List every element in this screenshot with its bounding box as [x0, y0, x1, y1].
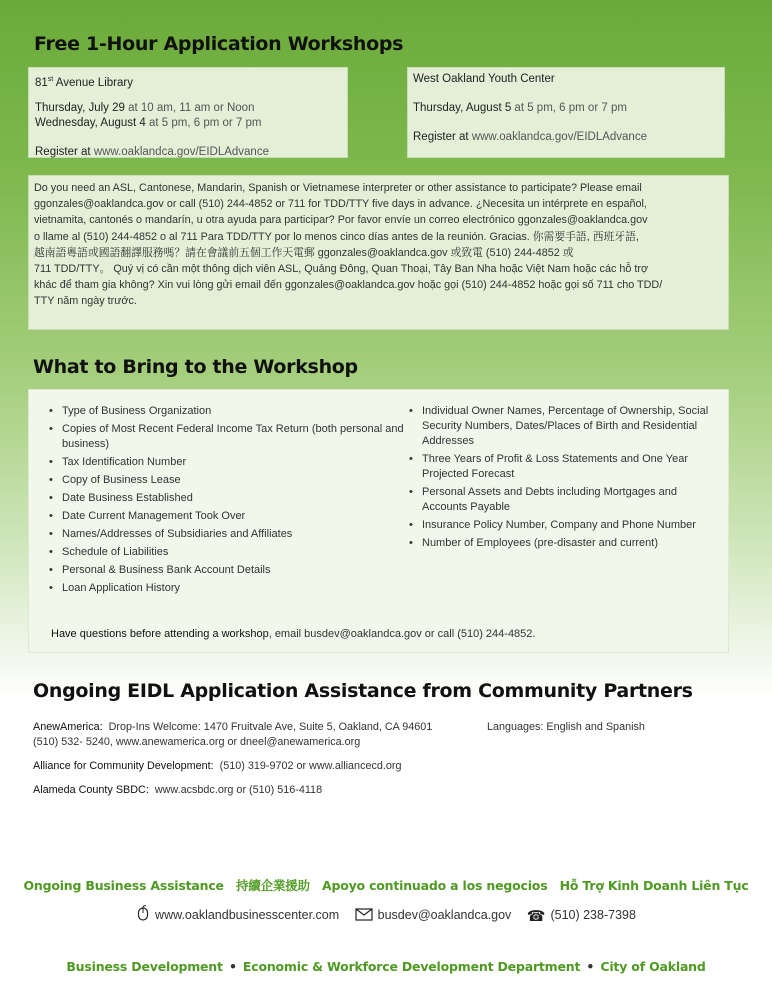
bring-list-item: [49, 404, 409, 419]
bullet-icon: •: [49, 510, 53, 522]
bring-item-text: Schedule of Liabilities: [62, 546, 169, 558]
bring-list-item: [49, 509, 409, 524]
partners-heading: Ongoing EIDL Application Assistance from Community Partners: [33, 680, 693, 702]
bullet-icon: •: [49, 456, 53, 468]
email-link[interactable]: busdev@oaklandca.gov: [377, 908, 512, 922]
session-line-1: [413, 101, 719, 116]
bring-item-text: Personal Assets and Debts including Mortgages and Accounts Payable: [422, 486, 677, 513]
bring-item-text: Names/Addresses of Subsidiaries and Affiliates: [62, 528, 293, 540]
tagline-english: Ongoing Business Assistance: [23, 878, 224, 893]
interpreter-line: vietnamita, cantonés o mandarín, u otra ayuda para participar? Por favor envíe un correo electrónico ggonzales@oaklandca.gov: [34, 214, 648, 227]
interpreter-line: TTY năm ngày trước.: [34, 295, 137, 308]
interpreter-line: 711 TDD/TTY。 Quý vị có cần một thông dịch viên ASL, Quảng Đông, Quan Thoại, Tây Ban Nha hoặc Việt Nam hoặc các hỗ trợ: [34, 263, 649, 276]
questions-lead: Have questions before attending a workshop: [51, 628, 269, 640]
bring-item-text: Date Current Management Took Over: [62, 510, 246, 522]
bring-item-text: Number of Employees (pre-disaster and current): [422, 537, 658, 549]
questions-note: [51, 628, 535, 640]
interpreter-line: ggonzales@oaklandca.gov or call (510) 244-4852 or 711 for TDD/TTY five days in advance. ¿Necesita un intérprete en español,: [34, 198, 647, 211]
separator-dot: •: [228, 959, 237, 974]
bring-list-item: [49, 455, 409, 470]
session-day: Thursday, August 5: [413, 102, 512, 114]
register-line: [35, 145, 341, 160]
bring-list-item: [49, 527, 409, 542]
partner-languages: Languages: English and Spanish: [487, 721, 645, 733]
dept-city-of-oakland: City of Oakland: [600, 959, 706, 974]
partner-name: Alliance for Community Development:: [33, 760, 214, 772]
what-to-bring-box: [28, 389, 729, 653]
bring-list-item: [409, 404, 709, 449]
workshop-box-west-oakland: [407, 67, 725, 158]
partners-list: [33, 720, 733, 807]
what-to-bring-heading: What to Bring to the Workshop: [33, 356, 358, 378]
bring-item-text: Copy of Business Lease: [62, 474, 181, 486]
bring-item-text: Type of Business Organization: [62, 405, 212, 417]
phone-number[interactable]: (510) 238-7398: [550, 908, 636, 922]
partner-name: Alameda County SBDC:: [33, 784, 149, 796]
bring-item-text: Copies of Most Recent Federal Income Tax Return (both personal and business): [62, 423, 404, 450]
questions-contact: , email busdev@oaklandca.gov or call (510) 244-4852.: [268, 628, 536, 640]
bring-item-text: Loan Application History: [62, 582, 181, 594]
workshops-heading: Free 1-Hour Application Workshops: [34, 33, 404, 55]
bullet-icon: •: [49, 582, 53, 594]
bullet-icon: •: [49, 564, 53, 576]
session-times: at 5 pm, 6 pm or 7 pm: [145, 116, 262, 129]
tagline-vietnamese: Hỗ Trợ Kinh Doanh Liên Tục: [559, 878, 749, 893]
bring-list-item: [49, 563, 409, 578]
partner-anewamerica: [33, 720, 733, 750]
register-label: Register at: [413, 131, 472, 143]
bring-list-item: [49, 545, 409, 560]
tagline-chinese: 持續企業援助: [236, 878, 310, 893]
session-day: Wednesday, August 4: [35, 116, 146, 129]
bullet-icon: •: [49, 528, 53, 540]
website-link[interactable]: www.oaklandbusinesscenter.com: [155, 908, 340, 922]
venue-title: West Oakland Youth Center: [413, 73, 555, 85]
telephone-icon: ☎: [526, 908, 546, 925]
register-link[interactable]: www.oaklandca.gov/EIDLAdvance: [471, 131, 647, 143]
partner-detail: www.acsbdc.org or (510) 516-4118: [148, 784, 323, 796]
bullet-icon: •: [409, 453, 413, 465]
bring-list-right: [409, 404, 709, 554]
bring-item-text: Three Years of Profit & Loss Statements and One Year Projected Forecast: [422, 453, 688, 480]
session-line-1: [35, 101, 341, 116]
session-times: at 5 pm, 6 pm or 7 pm: [511, 102, 627, 114]
bullet-icon: •: [409, 537, 413, 549]
bring-list-left: [49, 404, 409, 599]
partner-detail: Drop-Ins Welcome: 1470 Fruitvale Ave, Suite 5, Oakland, CA 94601: [102, 721, 433, 733]
bullet-icon: •: [49, 405, 53, 417]
partner-alliance: [33, 759, 733, 774]
footer-department: [0, 959, 772, 974]
interpreter-line: khác để tham gia không? Xin vui lòng gửi email đến ggonzales@oaklandca.gov hoặc gọi (510) 244-4852 hoặc gọi số 711 cho TDD/: [34, 279, 663, 292]
session-line-2: [35, 116, 341, 131]
dept-business-development: Business Development: [66, 959, 223, 974]
bring-list-item: [49, 422, 409, 452]
bring-list-item: [409, 518, 709, 533]
venue-title: [35, 72, 341, 91]
bring-list-item: [409, 536, 709, 551]
bring-list-item: [49, 473, 409, 488]
session-day: Thursday, July 29: [35, 101, 125, 114]
mouse-icon: [136, 905, 150, 925]
bring-item-text: Personal & Business Bank Account Details: [62, 564, 271, 576]
partner-name: AnewAmerica:: [33, 721, 103, 733]
tagline-spanish: Apoyo continuado a los negocios: [321, 878, 548, 893]
email-item[interactable]: [355, 908, 512, 925]
session-times: at 10 am, 11 am or Noon: [124, 101, 255, 114]
interpreter-notice: [28, 175, 729, 330]
bullet-icon: •: [49, 423, 53, 435]
bring-list-item: [409, 485, 709, 515]
dept-economic-workforce: Economic & Workforce Development Department: [242, 959, 581, 974]
bring-list-item: [409, 452, 709, 482]
footer-contacts: [0, 905, 772, 925]
footer-tagline: [0, 876, 772, 894]
phone-item[interactable]: [527, 907, 636, 925]
bring-list-item: [49, 491, 409, 506]
register-label: Register at: [35, 145, 94, 158]
bring-item-text: Insurance Policy Number, Company and Phone Number: [422, 519, 696, 531]
website-item[interactable]: [136, 905, 339, 925]
interpreter-line: 越南語粵語或國語翻譯服務嗎？請在會議前五個工作天電郵 ggonzales@oaklandca.gov 或致電 (510) 244-4852 或: [34, 246, 574, 259]
register-link[interactable]: www.oaklandca.gov/EIDLAdvance: [93, 145, 269, 158]
partner-contact: (510) 532- 5240, www.anewamerica.org or dneel@anewamerica.org: [33, 736, 361, 748]
bullet-icon: •: [409, 519, 413, 531]
bring-item-text: Date Business Established: [62, 492, 193, 504]
bring-item-text: Tax Identification Number: [62, 456, 187, 468]
interpreter-line: Do you need an ASL, Cantonese, Mandarin, Spanish or Vietnamese interpreter or other assistance to participate? Please email: [34, 182, 642, 194]
bring-item-text: Individual Owner Names, Percentage of Ownership, Social Security Numbers, Dates/Places of Birth and Residential Addresses: [422, 405, 709, 447]
envelope-icon: [355, 908, 373, 925]
bullet-icon: •: [409, 405, 413, 417]
bullet-icon: •: [409, 486, 413, 498]
interpreter-line: o llame al (510) 244-4852 o al 711 Para TDD/TTY por lo menos cinco días antes de la reunión. Gracias. 你需要手語, 西班牙語,: [34, 230, 639, 243]
register-line: [413, 130, 719, 145]
bullet-icon: •: [49, 474, 53, 486]
venue-ordinal: st: [47, 76, 54, 83]
partner-sbdc: [33, 783, 733, 798]
bullet-icon: •: [49, 546, 53, 558]
bullet-icon: •: [49, 492, 53, 504]
partner-detail: (510) 319-9702 or www.alliancecd.org: [213, 760, 402, 772]
workshop-box-81st-avenue: [28, 67, 348, 158]
separator-dot: •: [586, 959, 595, 974]
venue-number: 81: [35, 76, 48, 89]
bring-list-item: [49, 581, 409, 596]
venue-name: Avenue Library: [53, 76, 133, 89]
